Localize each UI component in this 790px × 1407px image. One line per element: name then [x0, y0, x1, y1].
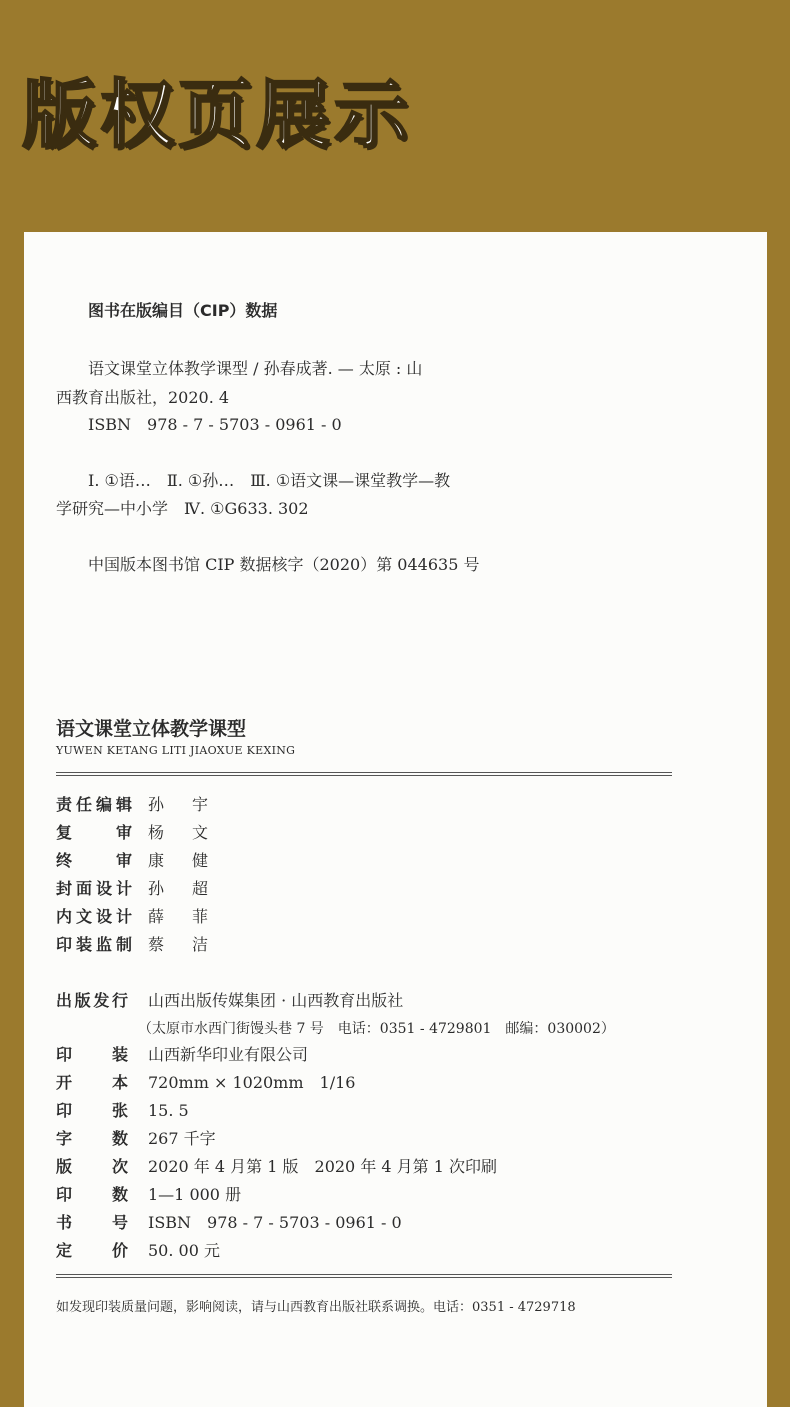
pub-label: 版次	[56, 1157, 128, 1176]
pub-value: 720mm × 1020mm 1/16	[148, 1073, 356, 1092]
credit-label: 内文设计	[56, 907, 132, 926]
cip-isbn: ISBN 978 - 7 - 5703 - 0961 - 0	[88, 415, 342, 434]
pub-value: 1—1 000 册	[148, 1185, 242, 1204]
credit-value: 薛菲	[148, 907, 208, 926]
copyright-page	[24, 232, 767, 1407]
cip-line-2: 西教育出版社，2020. 4	[56, 388, 230, 407]
pub-value: 15. 5	[148, 1101, 189, 1120]
pub-label: 书号	[56, 1213, 128, 1232]
pub-value: ISBN 978 - 7 - 5703 - 0961 - 0	[148, 1213, 402, 1232]
divider-bottom-1	[56, 1274, 672, 1275]
credit-label: 终审	[56, 851, 132, 870]
divider-top-1	[56, 772, 672, 773]
pub-label: 字数	[56, 1129, 128, 1148]
credit-label: 责任编辑	[56, 795, 132, 814]
pub-label: 印数	[56, 1185, 128, 1204]
credit-value: 康健	[148, 851, 208, 870]
publisher-address: （太原市水西门街馒头巷 7 号 电话：0351 - 4729801 邮编：030002）	[138, 1021, 615, 1037]
pub-value: 50. 00 元	[148, 1241, 220, 1260]
cip-heading: 图书在版编目（CIP）数据	[88, 301, 278, 320]
quality-notice: 如发现印装质量问题，影响阅读，请与山西教育出版社联系调换。电话：0351 - 4729718	[56, 1300, 576, 1315]
pub-value: 267 千字	[148, 1129, 216, 1148]
book-title-pinyin: YUWEN KETANG LITI JIAOXUE KEXING	[56, 744, 296, 757]
credit-label: 印装监制	[56, 935, 132, 954]
publisher-value: 山西出版传媒集团 · 山西教育出版社	[148, 991, 404, 1010]
pub-value: 山西新华印业有限公司	[148, 1045, 309, 1064]
pub-label: 开本	[56, 1073, 128, 1092]
pub-label: 定价	[56, 1241, 128, 1260]
publisher-label: 出版发行	[56, 991, 128, 1010]
divider-top-2	[56, 775, 672, 776]
divider-bottom-2	[56, 1277, 672, 1278]
pub-value: 2020 年 4 月第 1 版 2020 年 4 月第 1 次印刷	[148, 1157, 498, 1176]
pub-label: 印装	[56, 1045, 128, 1064]
cip-record-number: 中国版本图书馆 CIP 数据核字（2020）第 044635 号	[88, 555, 480, 574]
book-title: 语文课堂立体教学课型	[56, 718, 247, 740]
cip-classification-1: Ⅰ. ①语… Ⅱ. ①孙… Ⅲ. ①语文课—课堂教学—教	[88, 471, 451, 490]
credit-label: 复审	[56, 823, 132, 842]
credit-label: 封面设计	[56, 879, 132, 898]
banner-title: 版权页展示	[22, 72, 412, 158]
credit-value: 孙宇	[148, 795, 208, 814]
credit-value: 杨文	[148, 823, 208, 842]
cip-classification-2: 学研究—中小学 Ⅳ. ①G633. 302	[56, 499, 309, 518]
credit-value: 蔡洁	[148, 935, 208, 954]
credit-value: 孙超	[148, 879, 208, 898]
pub-label: 印张	[56, 1101, 128, 1120]
cip-line-1: 语文课堂立体教学课型 / 孙春成著. — 太原 : 山	[88, 359, 423, 378]
